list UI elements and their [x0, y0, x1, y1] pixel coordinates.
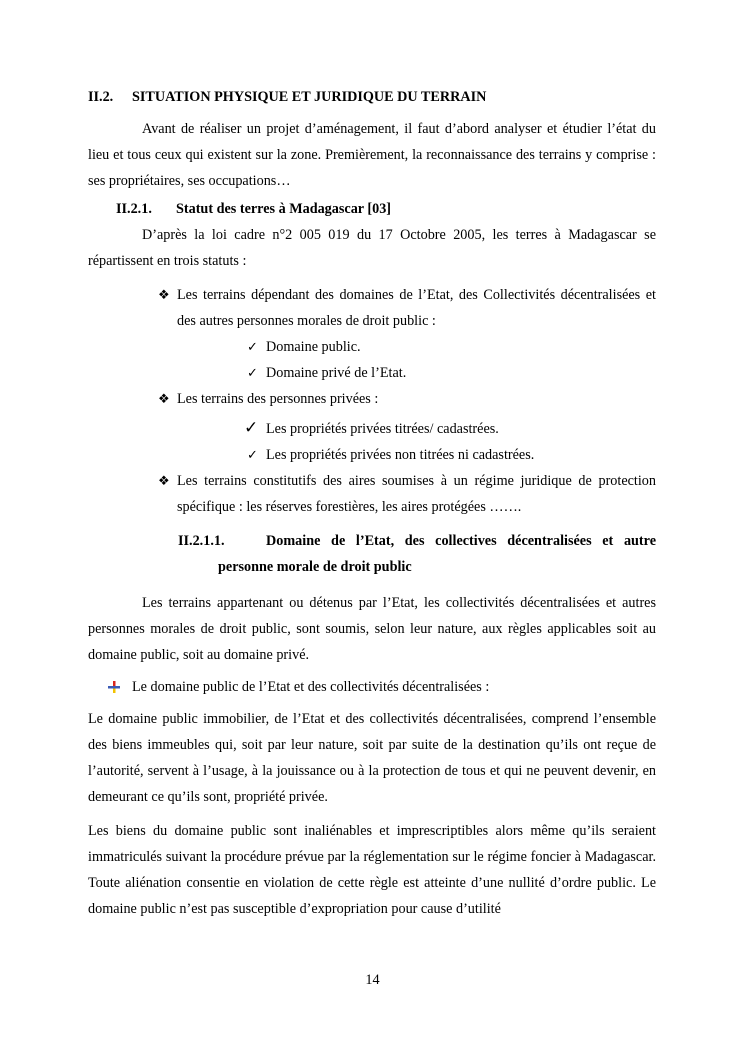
statut-item: [88, 386, 656, 412]
subsection-heading: [116, 196, 656, 222]
flag-item: [88, 674, 656, 700]
flag-bar-bottom: [113, 689, 116, 694]
flag-bar-vertical: [113, 681, 116, 686]
statut-item: [88, 468, 656, 520]
subsubsection-number: II.2.1.1.: [178, 533, 225, 549]
sub-item-text: Domaine public.: [266, 339, 361, 355]
subsubsection-title-line2: personne morale de droit public: [218, 559, 412, 575]
check-icon: ✓: [247, 339, 258, 354]
intro-paragraph: Avant de réaliser un projet d’aménagement, il faut d’abord analyser et étudier l’état du lieu et tous ceux qui existent sur la zone. Premièrement, la reconnaissance des terrains y comprise : ses propriétaires, ses occupations…: [88, 121, 656, 189]
sub-item: [88, 334, 656, 360]
statut-item: [88, 282, 656, 334]
subsubsection-heading: [178, 528, 656, 580]
subsection-number: II.2.1.: [116, 201, 152, 217]
statut-text: Les terrains dépendant des domaines de l’Etat, des Collectivités décentralisées et des autres personnes morales de droit public :: [177, 287, 656, 329]
diamond-bullet-icon: ❖: [158, 391, 170, 406]
check-icon: ✓: [247, 447, 258, 462]
subsubsection-title-line1: Domaine de l’Etat, des collectives décentralisées et autre: [266, 533, 656, 549]
statut-text: Les terrains des personnes privées :: [177, 391, 379, 407]
paragraph-biens-domaine: Les biens du domaine public sont inaliénables et imprescriptibles alors même qu’ils seraient immatriculés suivant la procédure prévue par la réglementation sur le régime foncier à Madagascar. Toute aliénation consentie en violation de cette règle est atteinte d’une nullité d’ordre public. Le domaine public n’est pas susceptible d’expropriation pour cause d’utilité: [88, 823, 656, 917]
check-icon: ✓: [247, 365, 258, 380]
sub-item: [88, 360, 656, 386]
check-icon: ✓: [244, 418, 259, 437]
section-heading: [88, 84, 656, 110]
flag-item-text: Le domaine public de l’Etat et des collectivités décentralisées :: [132, 679, 490, 695]
sub-item-text: Domaine privé de l’Etat.: [266, 365, 407, 381]
paragraph-terrains: Les terrains appartenant ou détenus par l’Etat, les collectivités décentralisées et autres personnes morales de droit public, sont soumis, selon leur nature, aux règles applicables soit au domaine public, soit au domaine privé.: [88, 595, 656, 663]
paragraph-domaine-public: Le domaine public immobilier, de l’Etat et des collectivités décentralisées, comprend l’ensemble des biens immeubles qui, soit par leur nature, soit par suite de la destination qu’ils ont reçue de l’autorité, servent à l’usage, à la jouissance ou à la protection de tous et qui ne peuvent devenir, en demeurant ce qu’ils sont, propriété privée.: [88, 711, 656, 805]
sub-item: [88, 416, 656, 442]
flag-bar-horizontal: [108, 686, 120, 689]
subsection-title: Statut des terres à Madagascar [03]: [176, 201, 392, 217]
document-page: [88, 84, 656, 922]
page-number: 14: [365, 972, 380, 988]
sub-item-text: Les propriétés privées non titrées ni cadastrées.: [266, 447, 535, 463]
subsection-intro: D’après la loi cadre n°2 005 019 du 17 Octobre 2005, les terres à Madagascar se répartissent en trois statuts :: [88, 227, 656, 269]
diamond-bullet-icon: ❖: [158, 287, 170, 302]
sub-item-text: Les propriétés privées titrées/ cadastrées.: [266, 421, 499, 437]
statut-text: Les terrains constitutifs des aires soumises à un régime juridique de protection spécifique : les réserves forestières, les aires protégées …….: [177, 473, 656, 515]
sub-item: [88, 442, 656, 468]
section-number: II.2.: [88, 89, 114, 105]
diamond-bullet-icon: ❖: [158, 473, 170, 488]
section-title: SITUATION PHYSIQUE ET JURIDIQUE DU TERRAIN: [132, 89, 487, 105]
flag-bullet-icon: [108, 681, 120, 693]
